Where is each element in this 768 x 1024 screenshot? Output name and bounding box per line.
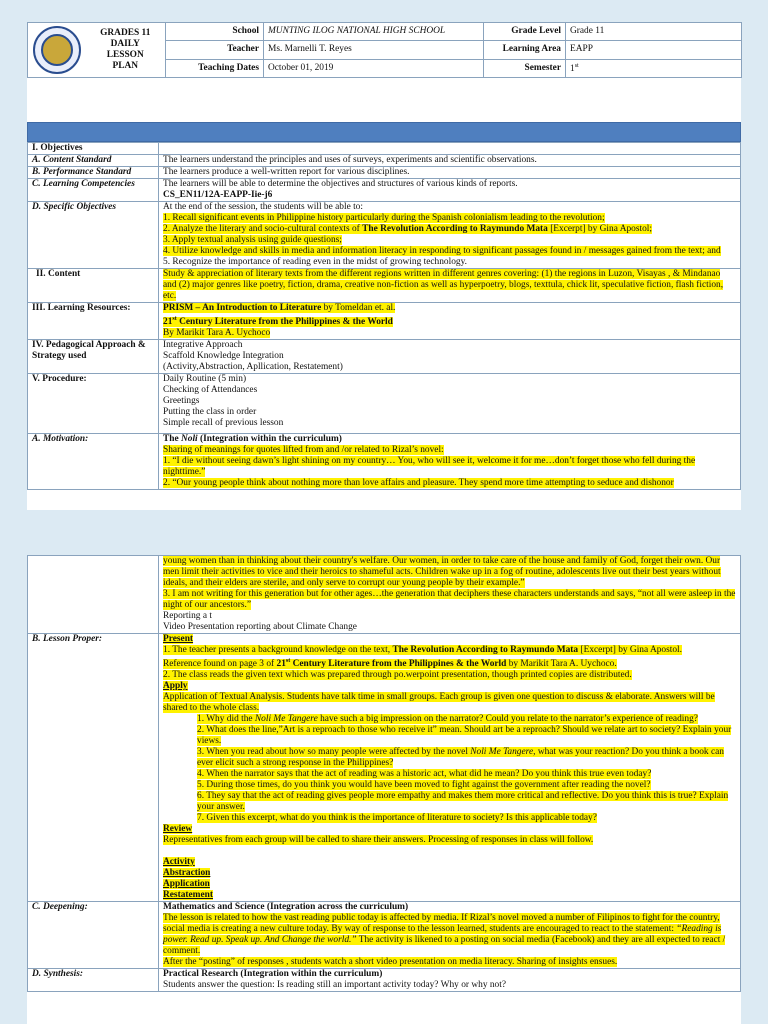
objective-5: 5. Recognize the importance of reading even in the midst of growing technology. — [163, 257, 467, 267]
grade-level-label: Grade Level — [484, 23, 566, 41]
specific-objectives-label: D. Specific Objectives — [28, 202, 159, 269]
header-table — [27, 22, 742, 78]
learning-area-value: EAPP — [566, 41, 742, 59]
page-one — [27, 22, 741, 510]
objective-3: 3. Apply textual analysis using guide questions; — [163, 235, 342, 245]
lesson-proper-label: B. Lesson Proper: — [28, 634, 159, 902]
competencies-code: CS_EN11/12A-EAPP-Iie-j6 — [163, 190, 273, 200]
teacher-value: Ms. Marnelli T. Reyes — [264, 41, 484, 59]
section-bar — [27, 122, 741, 142]
motivation-cell: The Noli (Integration within the curriculum) Sharing of meanings for quotes lifted from and /or related to Rizal’s novel: 1. “I die without seeing dawn’s light shining on my country… You, who will see it, welcome it for me…don’t forget those who fell during the nighttime.” 2. “Our young people think about nothing more than love affairs and pleasure. They spend more time attempting to seduce and dishonor — [159, 434, 741, 490]
school-value: MUNTING ILOG NATIONAL HIGH SCHOOL — [264, 23, 484, 41]
content-cell — [159, 269, 741, 303]
synthesis-label: D. Synthesis: — [28, 969, 159, 992]
dll-title: GRADES 11 DAILY LESSON PLAN — [86, 23, 166, 78]
specific-objectives-cell: At the end of the session, the students will be able to: 1. Recall significant events in Philippine history particularly during the Spanish colonialism leading to the revolution; 2. Analyze the literary and socio-cultural contexts of The Revolution According to Raymundo Mata [Excerpt] by Gina Apostol; 3. Apply textual analysis using guide questions; 4. Utilize knowledge and skills in media and information literacy in responding to significant passages found in / messages gained from the text; and 5. Recognize the importance of reading even in the midst of growing technology. — [159, 202, 741, 269]
motivation-label: A. Motivation: — [28, 434, 159, 490]
quote-1: 1. “I die without seeing dawn’s light shining on my country… You, who will see it, welcome it for me…don’t forget those who fell during the nighttime.” — [163, 456, 696, 478]
dates-value: October 01, 2019 — [264, 59, 484, 77]
objective-1: 1. Recall significant events in Philippine history particularly during the Spanish colonialism leading to the revolution; — [163, 213, 605, 223]
lesson-table-page2 — [27, 555, 741, 992]
deped-seal — [28, 23, 86, 78]
learning-area-label: Learning Area — [484, 41, 566, 59]
performance-standard-label: B. Performance Standard — [28, 167, 159, 179]
content-standard-label: A. Content Standard — [28, 155, 159, 167]
dates-label: Teaching Dates — [166, 59, 264, 77]
content-standard-text: The learners understand the principles and uses of surveys, experiments and scientific observations. — [159, 155, 741, 167]
step-application: Application — [163, 879, 210, 890]
semester-label: Semester — [484, 59, 566, 77]
quote-2: 2. “Our young people think about nothing more than love affairs and pleasure. They spend more time attempting to seduce and dishonor — [163, 478, 674, 489]
procedure-cell: Daily Routine (5 min) Checking of Attendances Greetings Putting the class in order Simple recall of previous lesson — [159, 374, 741, 434]
competencies-text: The learners will be able to determine the objectives and structures of various kinds of reports. — [163, 179, 518, 189]
quote-3: 3. I am not writing for this generation but for other ages…the generation that deciphers these characters understands and says, “not all were asleep in the night of our ancestors.” — [163, 589, 736, 610]
deepening-label: C. Deepening: — [28, 902, 159, 969]
school-label: School — [166, 23, 264, 41]
seal-icon — [33, 26, 81, 74]
competencies-cell — [159, 179, 741, 202]
content-text: Study & appreciation of literary texts from the different regions written in different genres covering: (1) the regions in Luzon, Visayas , & Mindanao and (2) major genres like poetry, fiction, drama, creative non-fiction as well as hyperpoetry, blogs, texttula, chick lit, speculative fiction, flash fiction, etc. — [163, 269, 724, 301]
content-label: II. Content — [28, 269, 159, 303]
pedagogical-cell: Integrative Approach Scaffold Knowledge Integration (Activity,Abstraction, Apllication, Restatement) — [159, 340, 741, 374]
resources-cell: PRISM – An Introduction to Literature by Tomeldan et. al. 21st Century Literature from the Philippines & the World By Marikit Tara A. Uychoco — [159, 303, 741, 340]
objective-4: 4. Utilize knowledge and skills in media and information literacy in responding to significant passages found in / messages gained from the text; and — [163, 246, 721, 256]
semester-value: 1st — [566, 59, 742, 77]
performance-standard-text: The learners produce a well-written report for various disciplines. — [159, 167, 741, 179]
step-activity: Activity — [163, 857, 195, 868]
resources-label: III. Learning Resources: — [28, 303, 159, 340]
teacher-label: Teacher — [166, 41, 264, 59]
pedagogical-label: IV. Pedagogical Approach & Strategy used — [28, 340, 159, 374]
motivation-continued: young women than in thinking about their country's welfare. Our women, in order to take care of the house and family of God, forget their own. Our men limit their activities to vice and their heroics to shameful acts. Children wake up in a fog of routine, adolescents live out their best years without ideals, and their elders are sterile, and only serve to corrupt our young people by their example.” 3. I am not writing for this generation but for other ages…the generation that deciphers these characters understands and says, “not all were asleep in the night of our ancestors.” Reporting a t Video Presentation reporting about Climate Change — [159, 556, 741, 634]
step-restatement: Restatement — [163, 890, 213, 901]
lesson-table-page1 — [27, 142, 741, 490]
synthesis-cell: Practical Research (Integration within the curriculum) Students answer the question: Is reading still an important activity today? Why or why not? — [159, 969, 741, 992]
grade-level-value: Grade 11 — [566, 23, 742, 41]
objectives-heading: I. Objectives — [28, 143, 159, 155]
deepening-cell: Mathematics and Science (Integration across the curriculum) The lesson is related to how the vast reading public today is affected by media. If Rizal’s novel moved a number of Filipinos to fight for the country, social media is creating a new culture today. By way of response to the lesson learned, students are encouraged to react to the statement: “Reading is power. Read up. Speak up. And Change the world.” The activity is likened to a posting on social media (Facebook) and they are all expected to react / comment. After the “posting” of responses , students watch a short video presentation on media literacy. Sharing of insights ensues. — [159, 902, 741, 969]
objective-2: 2. Analyze the literary and socio-cultural contexts of The Revolution According to Raymundo Mata [Excerpt] by Gina Apostol; — [163, 224, 652, 234]
step-abstraction: Abstraction — [163, 868, 211, 879]
competencies-label: C. Learning Competencies — [28, 179, 159, 202]
quote-2-cont: young women than in thinking about their country's welfare. Our women, in order to take care of the house and family of God, forget their own. Our men limit their activities to vice and their heroics to shameful acts. Children wake up in a fog of routine, adolescents live out their best years without ideals, and their elders are sterile, and only serve to corrupt our young people by their example.” — [163, 556, 721, 588]
lesson-proper-cell: Present 1. The teacher presents a background knowledge on the text, The Revolution According to Raymundo Mata [Excerpt] by Gina Apostol. Reference found on page 3 of 21st Century Literature from the Philippines & the World by Marikit Tara A. Uychoco. 2. The class reads the given text which was prepared through po.werpoint presentation, though printed copies are distributed. Apply Application of Textual Analysis. Students have talk time in small groups. Each group is given one question to discuss & elaborate. Answers will be shared to the whole class. 1. Why did the Noli Me Tangere have such a big impression on the narrator? Could you relate to the narrator’s experience of reading? 2. What does the line,”Art is a reproach to those who receive it” mean. Should art be a reproach? Should we relate art to society? Explain your views. 3. When you read about how so many people were affected by the novel Noli Me Tangere, what was your reaction? Do you think a book can ever elicit such a strong response in the Philippines? 4. When the narrator says that the act of reading was a historic act, what did he mean? Do you think this true even today? 5. During those times, do you think you would have been moved to fight against the government after reading the novel? 6. They say that the act of reading gives people more empathy and makes them more critical and reflective. Do you think this is true? Explain your answer. 7. Given this excerpt, what do you think is the importance of literature to society? Is this applicable today? Review Representatives from each group will be called to share their answers. Processing of responses in class will follow. Activity Abstraction Application Restatement — [159, 634, 741, 902]
page-two — [27, 555, 741, 1024]
procedure-label: V. Procedure: — [28, 374, 159, 434]
